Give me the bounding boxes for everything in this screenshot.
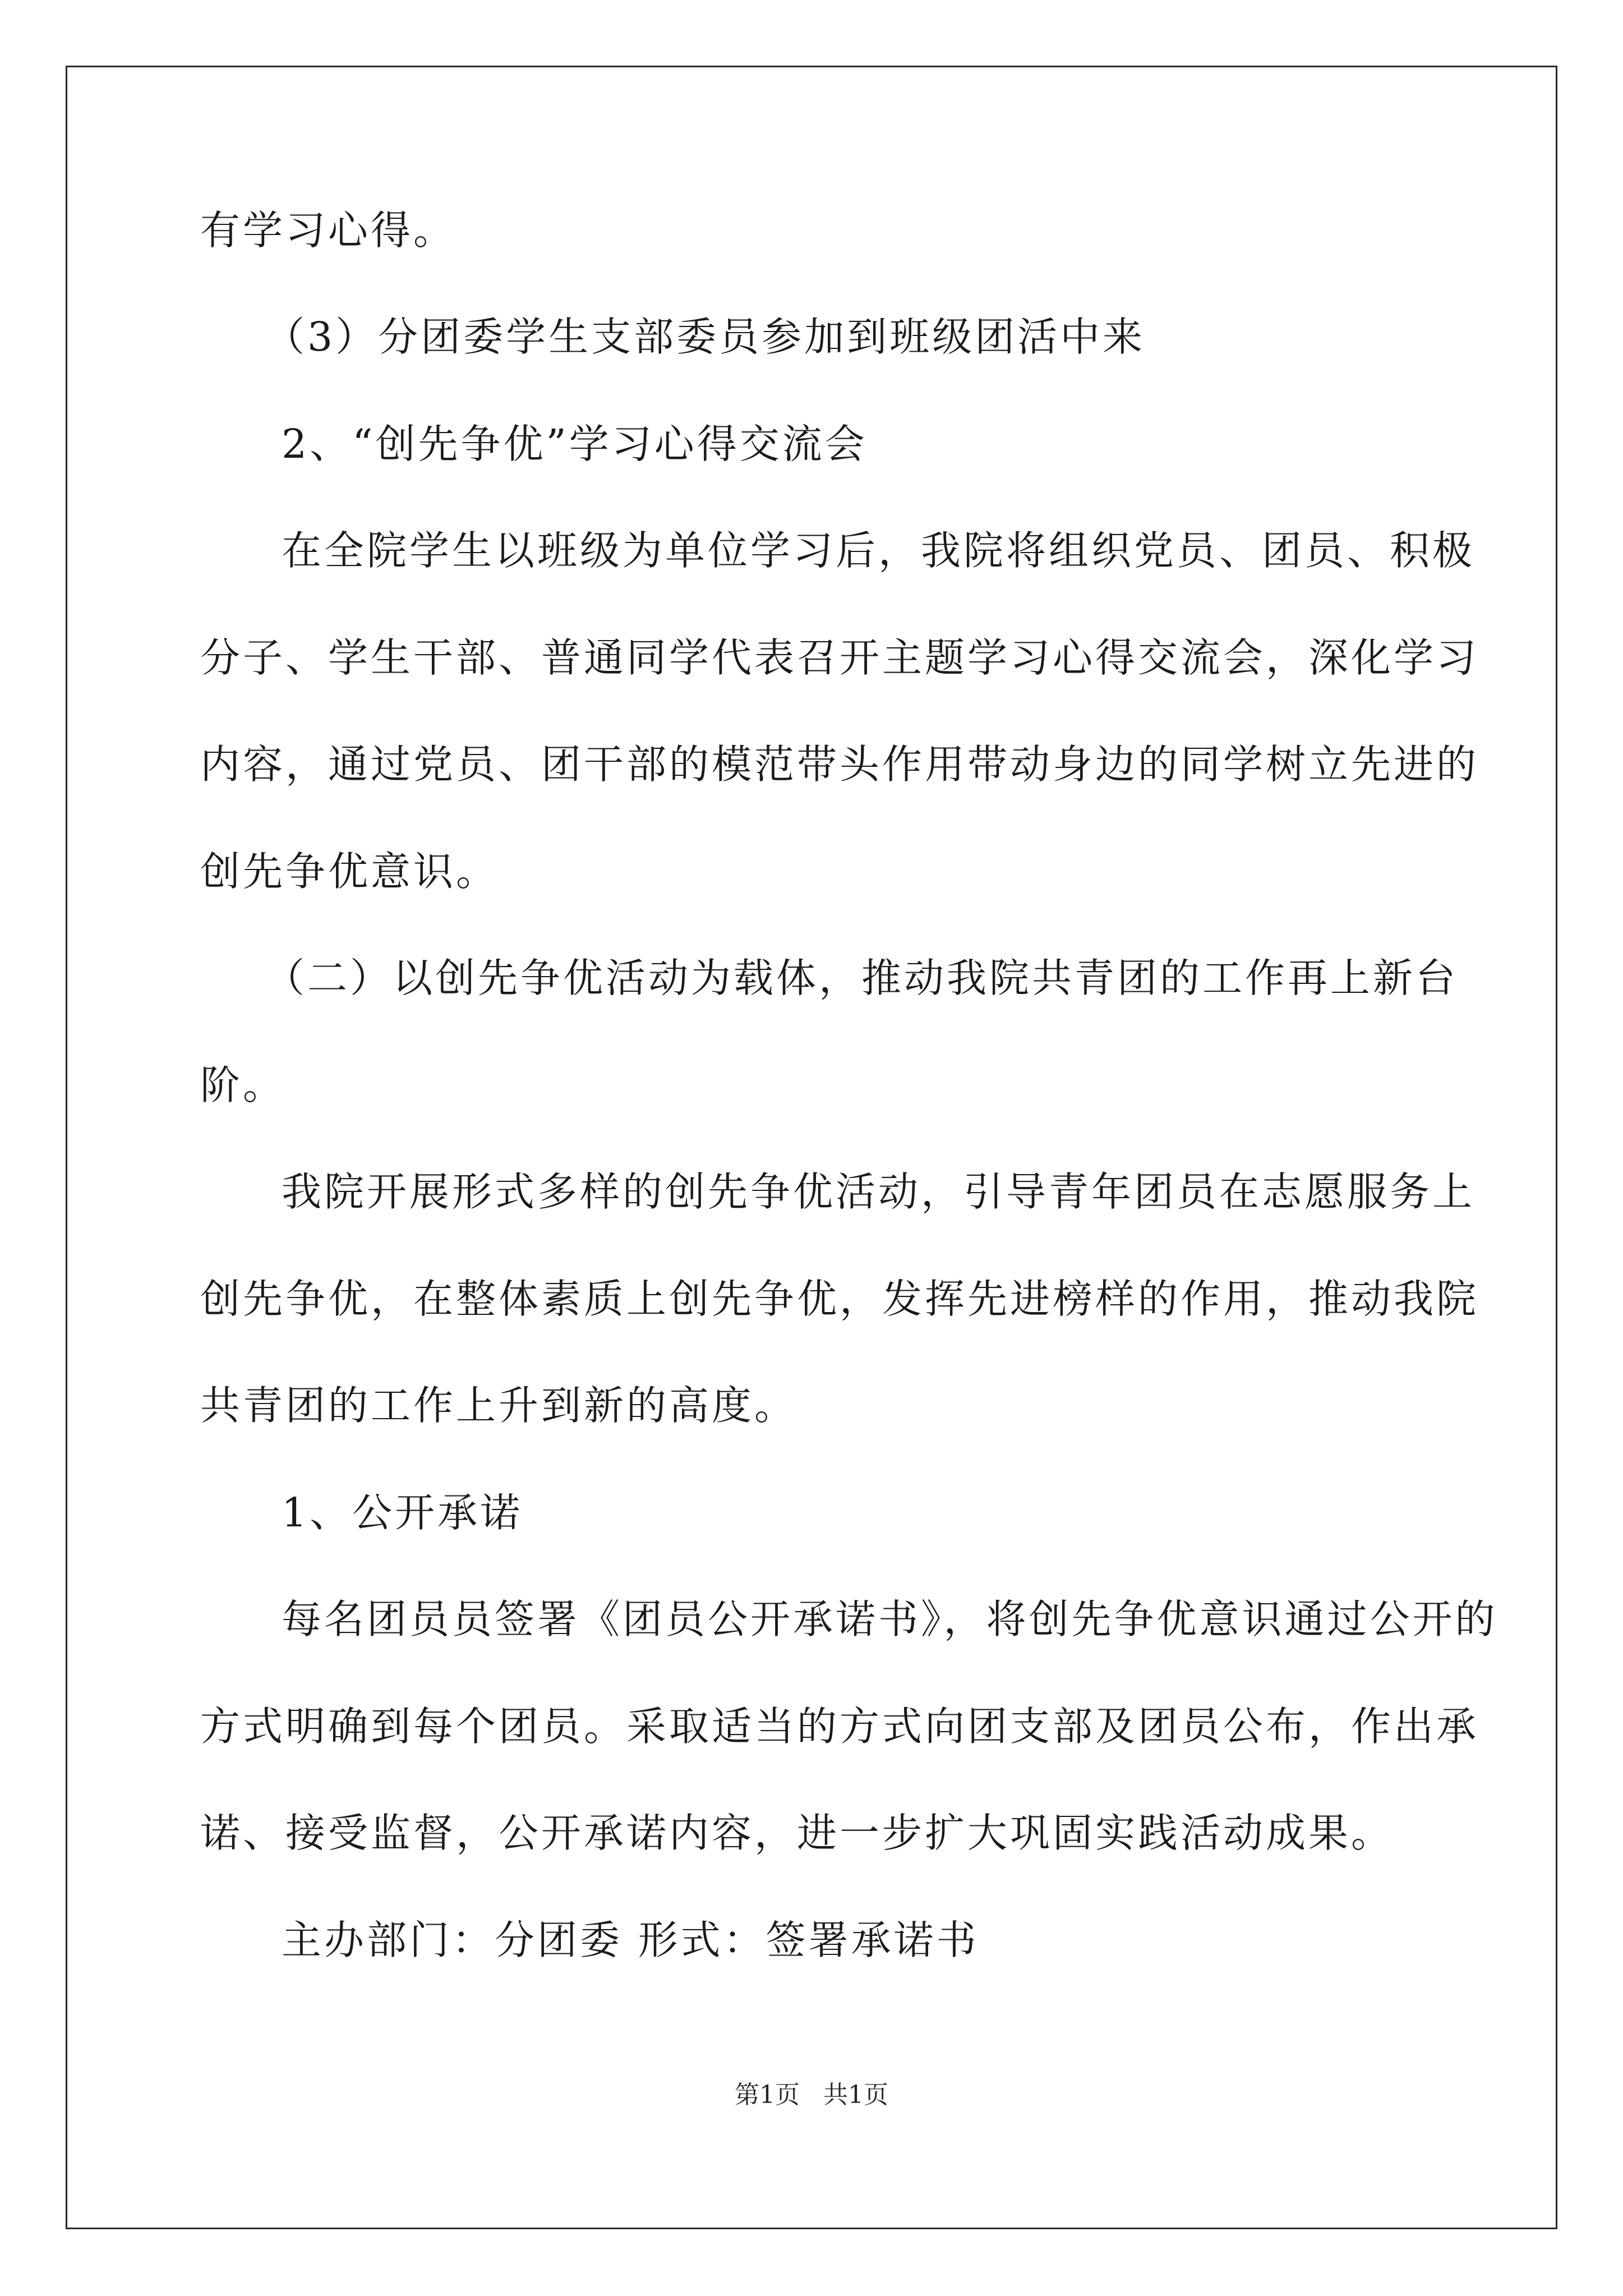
page-number: 第1页	[735, 2081, 800, 2109]
page-total: 共1页	[823, 2081, 888, 2109]
text-line: 内容，通过党员、团干部的模范带头作用带动身边的同学树立先进的	[200, 741, 1479, 788]
text-line: （3）分团委学生支部委员参加到班级团活中来	[265, 314, 1146, 360]
page-border	[66, 66, 1557, 2229]
text-line: 方式明确到每个团员。采取适当的方式向团支部及团员公布，作出承	[200, 1703, 1479, 1750]
text-line: 分子、学生干部、普通同学代表召开主题学习心得交流会，深化学习	[200, 634, 1479, 681]
page-footer	[0, 2081, 1623, 2109]
text-line: 阶。	[200, 1062, 286, 1108]
text-line: 我院开展形式多样的创先争优活动，引导青年团员在志愿服务上	[282, 1168, 1476, 1215]
text-line: 创先争优意识。	[200, 848, 499, 895]
section-heading: 1、公开承诺	[282, 1489, 523, 1536]
text-line: 共青团的工作上升到新的高度。	[200, 1382, 797, 1429]
section-heading: （二）以创先争优活动为载体，推动我院共青团的工作再上新台	[265, 955, 1459, 1001]
section-heading: 2、“创先争优”学习心得交流会	[282, 421, 868, 467]
text-line: 每名团员员签署《团员公开承诺书》，将创先争优意识通过公开的	[282, 1596, 1498, 1642]
text-line: 在全院学生以班级为单位学习后，我院将组织党员、团员、积极	[282, 527, 1476, 574]
text-line: 有学习心得。	[200, 207, 457, 254]
text-line: 创先争优，在整体素质上创先争优，发挥先进榜样的作用，推动我院	[200, 1276, 1479, 1322]
text-line: 诺、接受监督，公开承诺内容，进一步扩大巩固实践活动成果。	[200, 1810, 1394, 1856]
text-line: 主办部门：分团委 形式：签署承诺书	[282, 1917, 979, 1963]
